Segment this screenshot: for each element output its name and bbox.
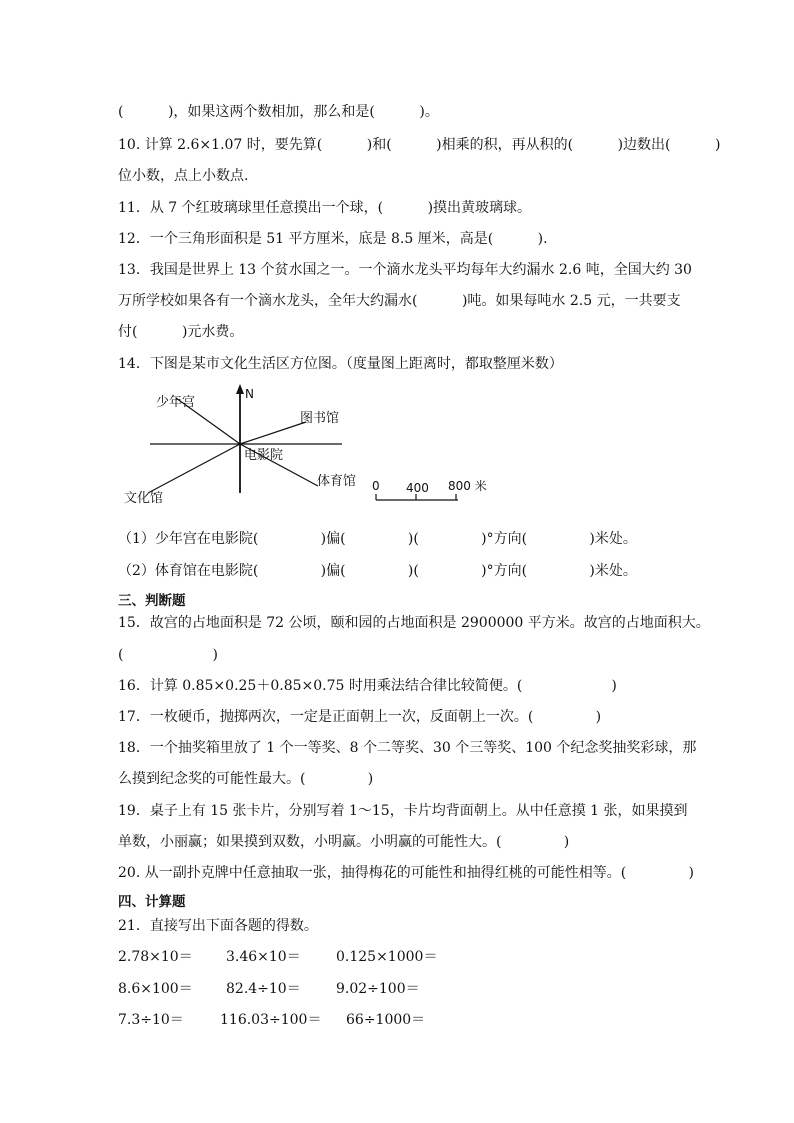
question-10: 10. 计算 2.6×1.07 时，要先算( )和( )相乘的积，再从积的( )边数出( ): [118, 137, 721, 153]
section-title-judgement: 三、判断题: [118, 593, 186, 609]
calc-r1-c2: 3.46×10＝: [226, 949, 301, 965]
question-20: 20. 从一副扑克牌中任意抽取一张，抽得梅花的可能性和抽得红桃的可能性相等。( ): [118, 865, 694, 881]
label-tiyuguan: 体育馆: [317, 474, 357, 489]
question-16: 16．计算 0.85×0.25＋0.85×0.75 时用乘法结合律比较简便。( ): [118, 678, 617, 694]
calc-r1-c1: 2.78×10＝: [118, 949, 193, 965]
question-21: 21．直接写出下面各题的得数。: [118, 918, 318, 934]
question-11: 11．从 7 个红玻璃球里任意摸出一个球，( )摸出黄玻璃球。: [118, 200, 532, 216]
question-14: 14．下图是某市文化生活区方位图。（度量图上距离时，都取整厘米数）: [118, 356, 563, 372]
question-14-part1: （1）少年宫在电影院( )偏( )( )°方向( )米处。: [118, 531, 637, 547]
question-18-continued: 么摸到纪念奖的可能性最大。( ): [118, 771, 374, 787]
question-18: 18．一个抽奖箱里放了 1 个一等奖、8 个二等奖、30 个三等奖、100 个纪念奖抽奖彩球，那: [118, 740, 697, 756]
calc-r2-c3: 9.02÷100＝: [336, 981, 420, 997]
question-12: 12．一个三角形面积是 51 平方厘米，底是 8.5 厘米，高是( ).: [118, 231, 548, 247]
scale-label-400: 400: [406, 481, 429, 495]
question-15: 15．故宫的占地面积是 72 公顷，颐和园的占地面积是 2900000 平方米。故宫的占地面积大。: [118, 615, 710, 631]
question-14-part2: （2）体育馆在电影院( )偏( )( )°方向( )米处。: [118, 563, 637, 579]
calc-r1-c3: 0.125×1000＝: [336, 949, 438, 965]
scale-label-0: 0: [372, 479, 380, 493]
calc-r2-c1: 8.6×100＝: [118, 981, 193, 997]
question-19: 19．桌子上有 15 张卡片，分别写着 1～15，卡片均背面朝上。从中任意摸 1 张，如果摸到: [118, 803, 688, 819]
label-dianyingyuan: 电影院: [244, 448, 284, 463]
location-diagram: [118, 378, 518, 508]
label-shaoniangong: 少年宫: [156, 395, 196, 410]
question-17: 17．一枚硬币，抛掷两次，一定是正面朝上一次，反面朝上一次。( ): [118, 709, 602, 725]
question-13-line2: 万所学校如果各有一个滴水龙头，全年大约漏水( )吨。如果每吨水 2.5 元，一共要支: [118, 293, 681, 309]
question-13: 13．我国是世界上 13 个贫水国之一。一个滴水龙头平均每年大约漏水 2.6 吨，全国大约 30: [118, 262, 692, 278]
scale-label-800: 800 米: [448, 479, 487, 493]
label-tushuguan: 图书馆: [300, 411, 340, 426]
calc-r3-c2: 116.03÷100＝: [220, 1012, 322, 1028]
question-15-answer: ( ): [118, 647, 218, 663]
calc-r3-c1: 7.3÷10＝: [118, 1012, 184, 1028]
calc-r3-c3: 66÷1000＝: [346, 1012, 426, 1028]
question-19-continued: 单数，小丽赢；如果摸到双数，小明赢。小明赢的可能性大。( ): [118, 834, 570, 850]
north-label: N: [245, 387, 254, 401]
question-10-continued: 位小数，点上小数点.: [118, 168, 249, 184]
fill-blank-line: ( )，如果这两个数相加，那么和是( )。: [118, 104, 439, 120]
calc-r2-c2: 82.4÷10＝: [226, 981, 301, 997]
question-13-line3: 付( )元水费。: [118, 324, 244, 340]
section-title-calculation: 四、计算题: [118, 894, 186, 910]
label-wenhuaguan: 文化馆: [124, 491, 164, 506]
